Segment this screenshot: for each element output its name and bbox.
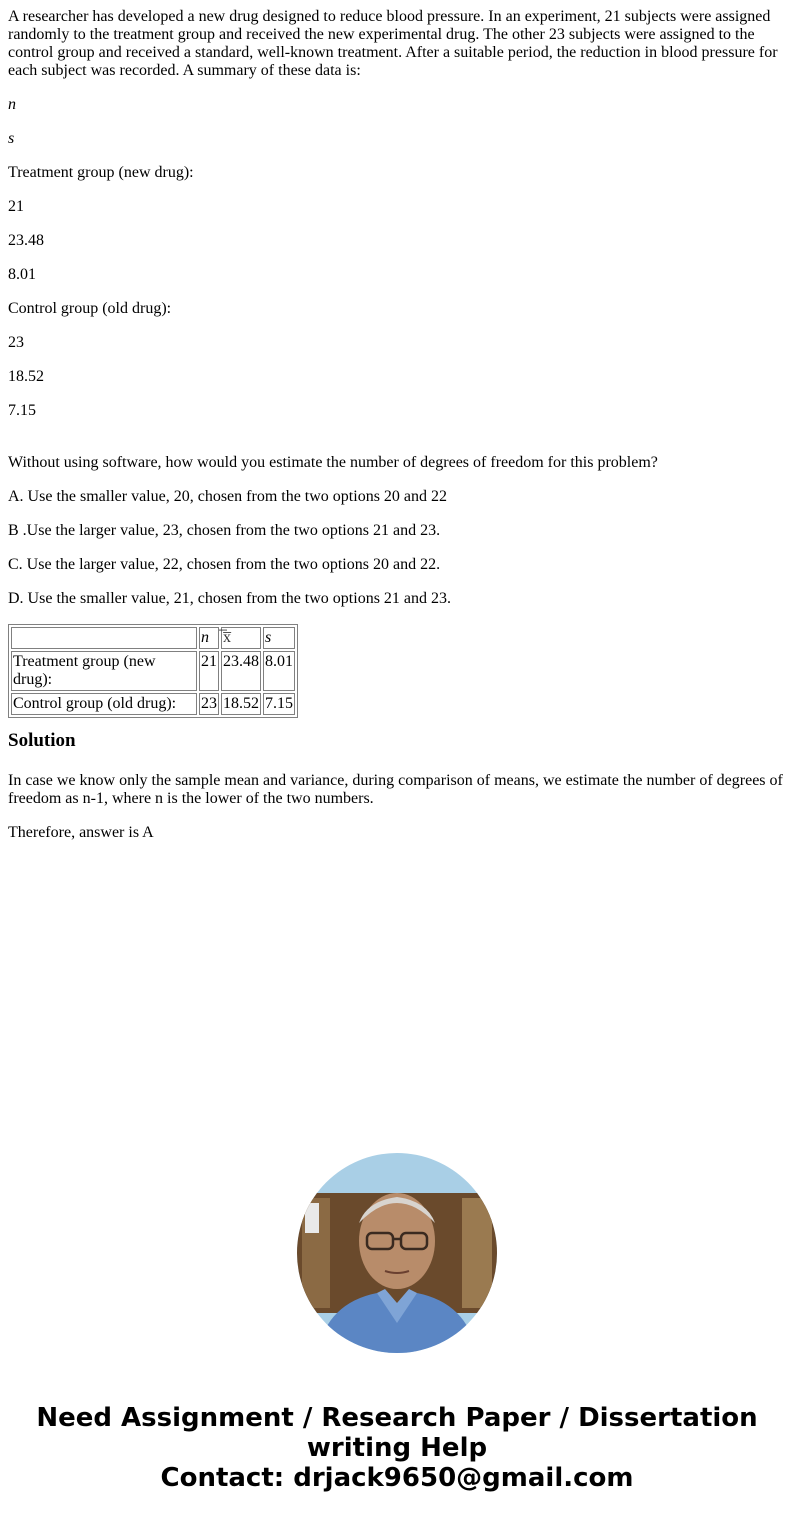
control-mean: 18.52 (8, 368, 44, 385)
control-n: 23 (8, 334, 24, 351)
label-n: n (8, 96, 16, 113)
promo-line-3: Contact: drjack9650@gmail.com (160, 1463, 634, 1493)
treatment-mean: 23.48 (8, 232, 44, 249)
table-cell-s: 7.15 (263, 693, 295, 715)
table-header-row (11, 627, 295, 649)
table-row (11, 693, 295, 715)
table-cell-n: 23 (199, 693, 219, 715)
question-intro: A researcher has developed a new drug designed to reduce blood pressure. In an experiment, 21 subjects were assigned randomly to the treatment group and received the new experimental drug. The other 23 subjects were assigned to the control group and received a standard, well-known treatment. After a suitable period, the reduction in blood pressure for each subject was recorded. A summary of these data is: (8, 8, 778, 79)
table-header-s: s (263, 627, 295, 649)
table-header-empty (11, 627, 197, 649)
author-photo (297, 1153, 497, 1353)
table-cell-s: 8.01 (263, 651, 295, 691)
table-header-n: n (199, 627, 219, 649)
option-b: B .Use the larger value, 23, chosen from the two options 21 and 23. (8, 522, 441, 539)
treatment-s: 8.01 (8, 266, 36, 283)
treatment-label: Treatment group (new drug): (8, 164, 194, 181)
table-cell-label: Control group (old drug): (11, 693, 197, 715)
table-cell-mean: 18.52 (221, 693, 261, 715)
label-s: s (8, 130, 15, 147)
table-cell-mean: 23.48 (221, 651, 261, 691)
spacer (8, 436, 786, 454)
table-cell-label: Treatment group (new drug): (11, 651, 197, 691)
promo-line-1: Need Assignment / Research Paper / Dissertation (36, 1403, 758, 1433)
question-content (8, 8, 786, 858)
solution-answer: Therefore, answer is A (8, 824, 154, 841)
question-prompt: Without using software, how would you estimate the number of degrees of freedom for this problem? (8, 454, 658, 471)
summary-table (8, 624, 298, 718)
treatment-n: 21 (8, 198, 24, 215)
option-c: C. Use the larger value, 22, chosen from the two options 20 and 22. (8, 556, 441, 573)
solution-text: In case we know only the sample mean and variance, during comparison of means, we estimate the number of degrees of freedom as n-1, where n is the lower of the two numbers. (8, 772, 783, 807)
promo-line-2: writing Help (306, 1433, 488, 1463)
solution-heading: Solution (8, 730, 76, 751)
promo-banner (0, 1403, 794, 1493)
control-s: 7.15 (8, 402, 36, 419)
option-d: D. Use the smaller value, 21, chosen from the two options 21 and 23. (8, 590, 452, 607)
table-cell-n: 21 (199, 651, 219, 691)
table-header-xbar: ̅x̅ (221, 627, 261, 649)
control-label: Control group (old drug): (8, 300, 172, 317)
option-a: A. Use the smaller value, 20, chosen from the two options 20 and 22 (8, 488, 448, 505)
table-row (11, 651, 295, 691)
